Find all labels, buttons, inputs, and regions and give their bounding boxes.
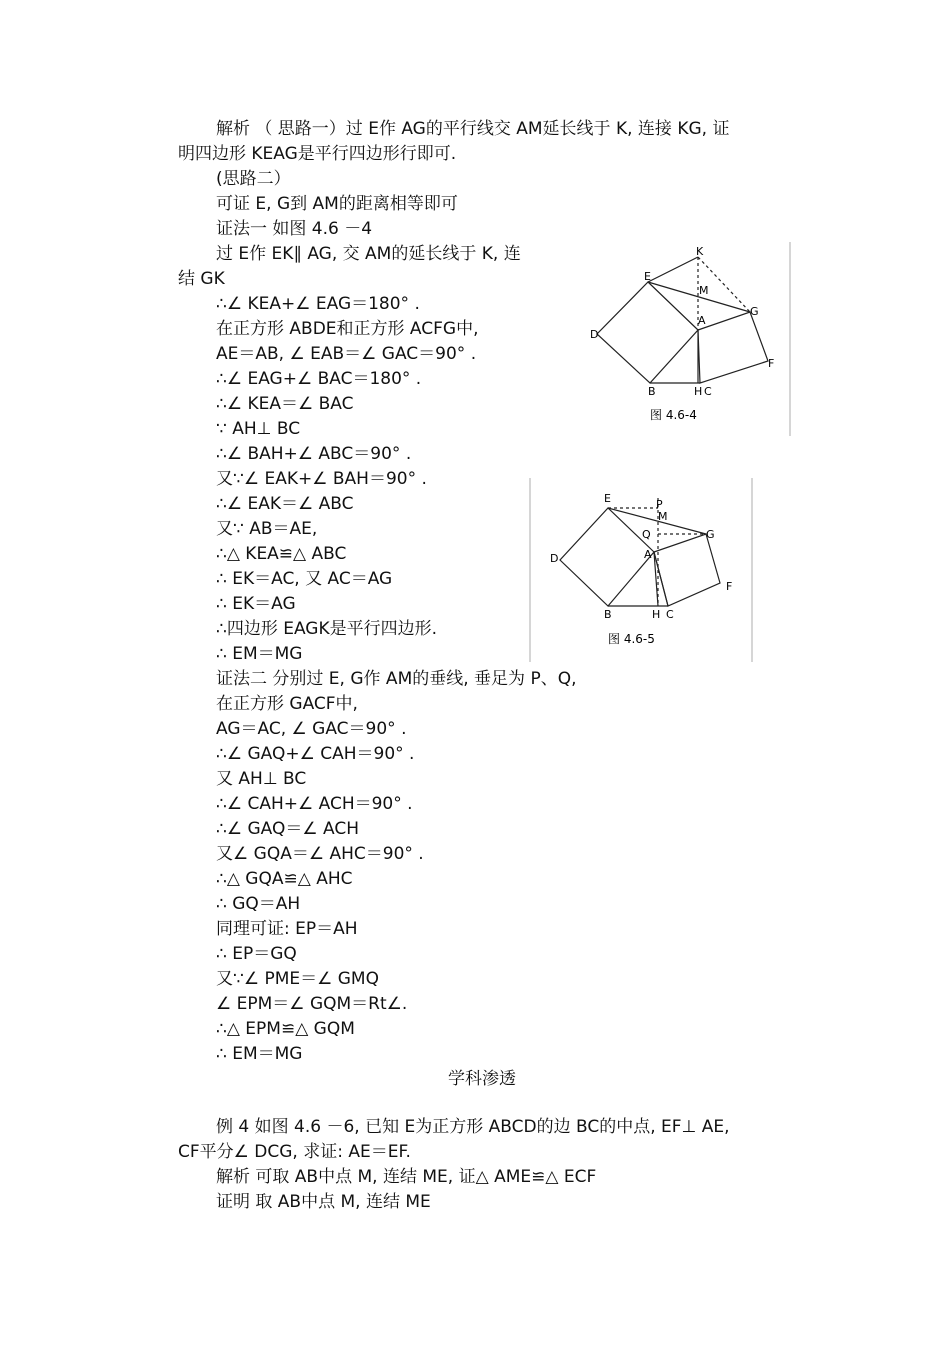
- line-36: ∠ EPM＝∠ GQM＝Rt∠.: [216, 994, 408, 1014]
- fig2-label-B: B: [604, 608, 612, 621]
- line-42: 解析 可取 AB中点 M, 连结 ME, 证△ AME≌△ ECF: [216, 1167, 597, 1187]
- line-17: 又∵ AB＝AE,: [216, 519, 318, 539]
- line-40: 例 4 如图 4.6 －6, 已知 E为正方形 ABCD的边 BC的中点, EF⊥ AE,: [216, 1117, 730, 1137]
- line-13: ∵ AH⊥ BC: [216, 419, 301, 439]
- fig2-label-A: A: [644, 548, 652, 561]
- line-27: 又 AH⊥ BC: [216, 769, 307, 789]
- fig2-label-H: H: [652, 608, 661, 621]
- figure-4-6-4: [572, 242, 794, 436]
- line-15: 又∵∠ EAK+∠ BAH＝90° .: [216, 469, 427, 489]
- line-4: 可证 E, G到 AM的距离相等即可: [216, 194, 458, 214]
- fig1-label-G: G: [750, 305, 759, 318]
- line-41: CF平分∠ DCG, 求证: AE＝EF.: [178, 1142, 411, 1162]
- line-1: 解析 （ 思路一）过 E作 AG的平行线交 AM延长线于 K, 连接 KG, 证: [216, 119, 730, 139]
- figure-4-6-5-drawing: [528, 478, 754, 662]
- line-8: ∴∠ KEA+∠ EAG＝180° .: [216, 294, 420, 314]
- fig1-label-K: K: [696, 245, 704, 258]
- fig1-label-C: C: [704, 385, 712, 398]
- line-38: ∴ EM＝MG: [216, 1044, 303, 1064]
- section-heading: 学科渗透: [448, 1069, 516, 1089]
- line-12: ∴∠ KEA＝∠ BAC: [216, 394, 354, 414]
- fig1-label-F: F: [768, 357, 775, 370]
- line-29: ∴∠ GAQ＝∠ ACH: [216, 819, 359, 839]
- line-21: ∴四边形 EAGK是平行四边形.: [216, 619, 438, 639]
- line-33: 同理可证: EP＝AH: [216, 919, 358, 939]
- line-24: 在正方形 GACF中,: [216, 694, 358, 714]
- line-14: ∴∠ BAH+∠ ABC＝90° .: [216, 444, 412, 464]
- fig2-label-C: C: [666, 608, 674, 621]
- fig2-label-M: M: [658, 510, 668, 523]
- fig1-label-H: H: [694, 385, 703, 398]
- line-9: 在正方形 ABDE和正方形 ACFG中,: [216, 319, 479, 339]
- line-31: ∴△ GQA≌△ AHC: [216, 869, 353, 889]
- line-6: 过 E作 EK∥ AG, 交 AM的延长线于 K, 连: [216, 244, 521, 264]
- line-23: 证法二 分别过 E, G作 AM的垂线, 垂足为 P、Q,: [216, 669, 577, 689]
- line-30: 又∠ GQA＝∠ AHC＝90° .: [216, 844, 424, 864]
- line-2: 明四边形 KEAG是平行四边形行即可.: [178, 144, 457, 164]
- line-37: ∴△ EPM≌△ GQM: [216, 1019, 355, 1039]
- fig2-label-Q: Q: [642, 528, 651, 541]
- fig2-label-G: G: [706, 528, 715, 541]
- figure-4-6-4-drawing: [572, 242, 794, 436]
- line-22: ∴ EM＝MG: [216, 644, 303, 664]
- figure-4-6-5: [528, 478, 754, 662]
- line-34: ∴ EP＝GQ: [216, 944, 297, 964]
- line-25: AG＝AC, ∠ GAC＝90° .: [216, 719, 407, 739]
- fig2-label-F: F: [726, 580, 733, 593]
- fig1-label-B: B: [648, 385, 656, 398]
- fig1-label-M: M: [699, 284, 709, 297]
- line-35: 又∵∠ PME＝∠ GMQ: [216, 969, 379, 989]
- line-20: ∴ EK＝AG: [216, 594, 296, 614]
- fig2-label-E: E: [604, 492, 611, 505]
- fig1-caption: 图 4.6-4: [650, 408, 697, 422]
- fig1-label-E: E: [644, 270, 651, 283]
- fig2-label-P: P: [656, 498, 663, 511]
- fig2-caption: 图 4.6-5: [608, 632, 655, 646]
- line-18: ∴△ KEA≌△ ABC: [216, 544, 347, 564]
- line-19: ∴ EK＝AC, 又 AC＝AG: [216, 569, 393, 589]
- line-43: 证明 取 AB中点 M, 连结 ME: [216, 1192, 431, 1212]
- line-32: ∴ GQ＝AH: [216, 894, 301, 914]
- fig1-label-D: D: [590, 328, 599, 341]
- line-26: ∴∠ GAQ+∠ CAH＝90° .: [216, 744, 415, 764]
- line-16: ∴∠ EAK＝∠ ABC: [216, 494, 354, 514]
- line-11: ∴∠ EAG+∠ BAC＝180° .: [216, 369, 422, 389]
- fig1-label-A: A: [698, 314, 706, 327]
- line-10: AE＝AB, ∠ EAB＝∠ GAC＝90° .: [216, 344, 477, 364]
- line-5: 证法一 如图 4.6 －4: [216, 219, 373, 239]
- line-7: 结 GK: [178, 269, 225, 289]
- line-3: (思路二）: [216, 169, 291, 189]
- line-28: ∴∠ CAH+∠ ACH＝90° .: [216, 794, 413, 814]
- fig2-label-D: D: [550, 552, 559, 565]
